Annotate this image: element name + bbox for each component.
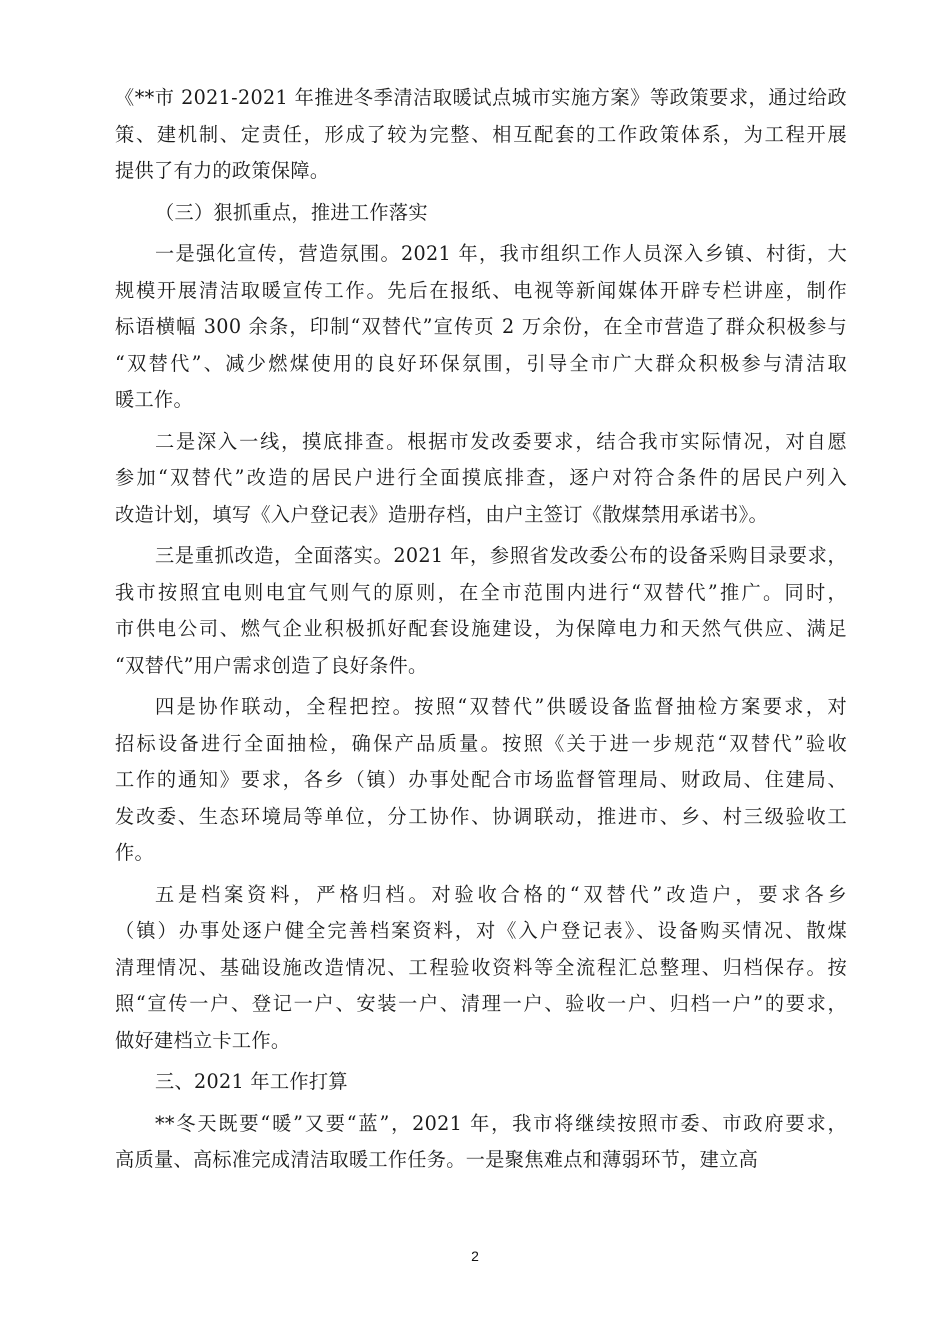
paragraph-line: 四是协作联动，全程把控。按照“双替代”供暖设备监督抽检方案要求，对 [155, 695, 847, 718]
paragraph-line: **冬天既要“暖”又要“蓝”，2021 年，我市将继续按照市委、市政府要求， [155, 1111, 847, 1135]
paragraph-line: 工作的通知》要求，各乡（镇）办事处配合市场监督管理局、财政局、住建局、 [115, 768, 847, 791]
paragraph-line: 五是档案资料，严格归档。对验收合格的“双替代”改造户，要求各乡 [155, 882, 847, 906]
paragraph-line: 招标设备进行全面抽检，确保产品质量。按照《关于进一步规范“双替代”验收 [115, 731, 847, 755]
paragraph-line: 照“宣传一户、登记一户、安装一户、清理一户、验收一户、归档一户”的要求， [115, 992, 847, 1015]
paragraph-line: 作。 [115, 841, 154, 864]
paragraph-line: “双替代”用户需求创造了良好条件。 [115, 653, 428, 677]
paragraph [115, 877, 847, 1060]
paragraph-line: 一是强化宣传，营造氛围。2021 年，我市组织工作人员深入乡镇、村街，大 [155, 242, 847, 265]
paragraph-line: （镇）办事处逐户健全完善档案资料，对《入户登记表》、设备购买情况、散煤 [115, 919, 847, 942]
paragraph [115, 236, 847, 419]
paragraph-line: 发改委、生态环境局等单位，分工协作、协调联动，推进市、乡、村三级验收工 [115, 804, 847, 828]
paragraph [115, 689, 847, 872]
paragraph [115, 538, 847, 684]
paragraph [115, 1064, 847, 1101]
page-number: 2 [471, 1248, 479, 1264]
paragraph-line: 三、2021 年工作打算 [155, 1070, 348, 1093]
paragraph-line: 我市按照宜电则电宜气则气的原则，在全市范围内进行“双替代”推广。同时， [115, 580, 847, 604]
paragraph [115, 424, 847, 534]
document-body [115, 80, 847, 1184]
paragraph-line: 二是深入一线，摸底排查。根据市发改委要求，结合我市实际情况，对自愿 [155, 429, 847, 453]
paragraph [115, 1106, 847, 1179]
paragraph-line: 清理情况、基础设施改造情况、工程验收资料等全流程汇总整理、归档保存。按 [115, 955, 847, 979]
paragraph-line: 暖工作。 [115, 388, 193, 411]
paragraph [115, 195, 847, 232]
paragraph-line: “双替代”、减少燃煤使用的良好环保氛围，引导全市广大群众积极参与清洁取 [115, 351, 847, 375]
paragraph-line: 参加“双替代”改造的居民户进行全面摸底排查，逐户对符合条件的居民户列入 [115, 466, 847, 489]
paragraph-line: 市供电公司、燃气企业积极抓好配套设施建设，为保障电力和天然气供应、满足 [115, 617, 847, 640]
paragraph-line: 规模开展清洁取暖宣传工作。先后在报纸、电视等新闻媒体开辟专栏讲座，制作 [115, 278, 847, 302]
paragraph-line: 做好建档立卡工作。 [115, 1028, 291, 1052]
paragraph-line: 《**市 2021-2021 年推进冬季清洁取暖试点城市实施方案》等政策要求，通过给政 [115, 86, 847, 109]
paragraph [115, 80, 847, 190]
paragraph-line: 策、建机制、定责任，形成了较为完整、相互配套的工作政策体系，为工程开展 [115, 122, 847, 146]
paragraph-line: 标语横幅 300 余条，印制“双替代”宣传页 2 万余份，在全市营造了群众积极参与 [115, 315, 847, 338]
paragraph-line: 改造计划，填写《入户登记表》造册存档，由户主签订《散煤禁用承诺书》。 [115, 502, 768, 526]
paragraph-line: 高质量、高标准完成清洁取暖工作任务。一是聚焦难点和薄弱环节，建立高 [115, 1148, 759, 1171]
paragraph-line: （三）狠抓重点，推进工作落实 [155, 200, 428, 224]
paragraph-line: 三是重抓改造，全面落实。2021 年，参照省发改委公布的设备采购目录要求， [155, 544, 847, 567]
paragraph-line: 提供了有力的政策保障。 [115, 159, 330, 182]
